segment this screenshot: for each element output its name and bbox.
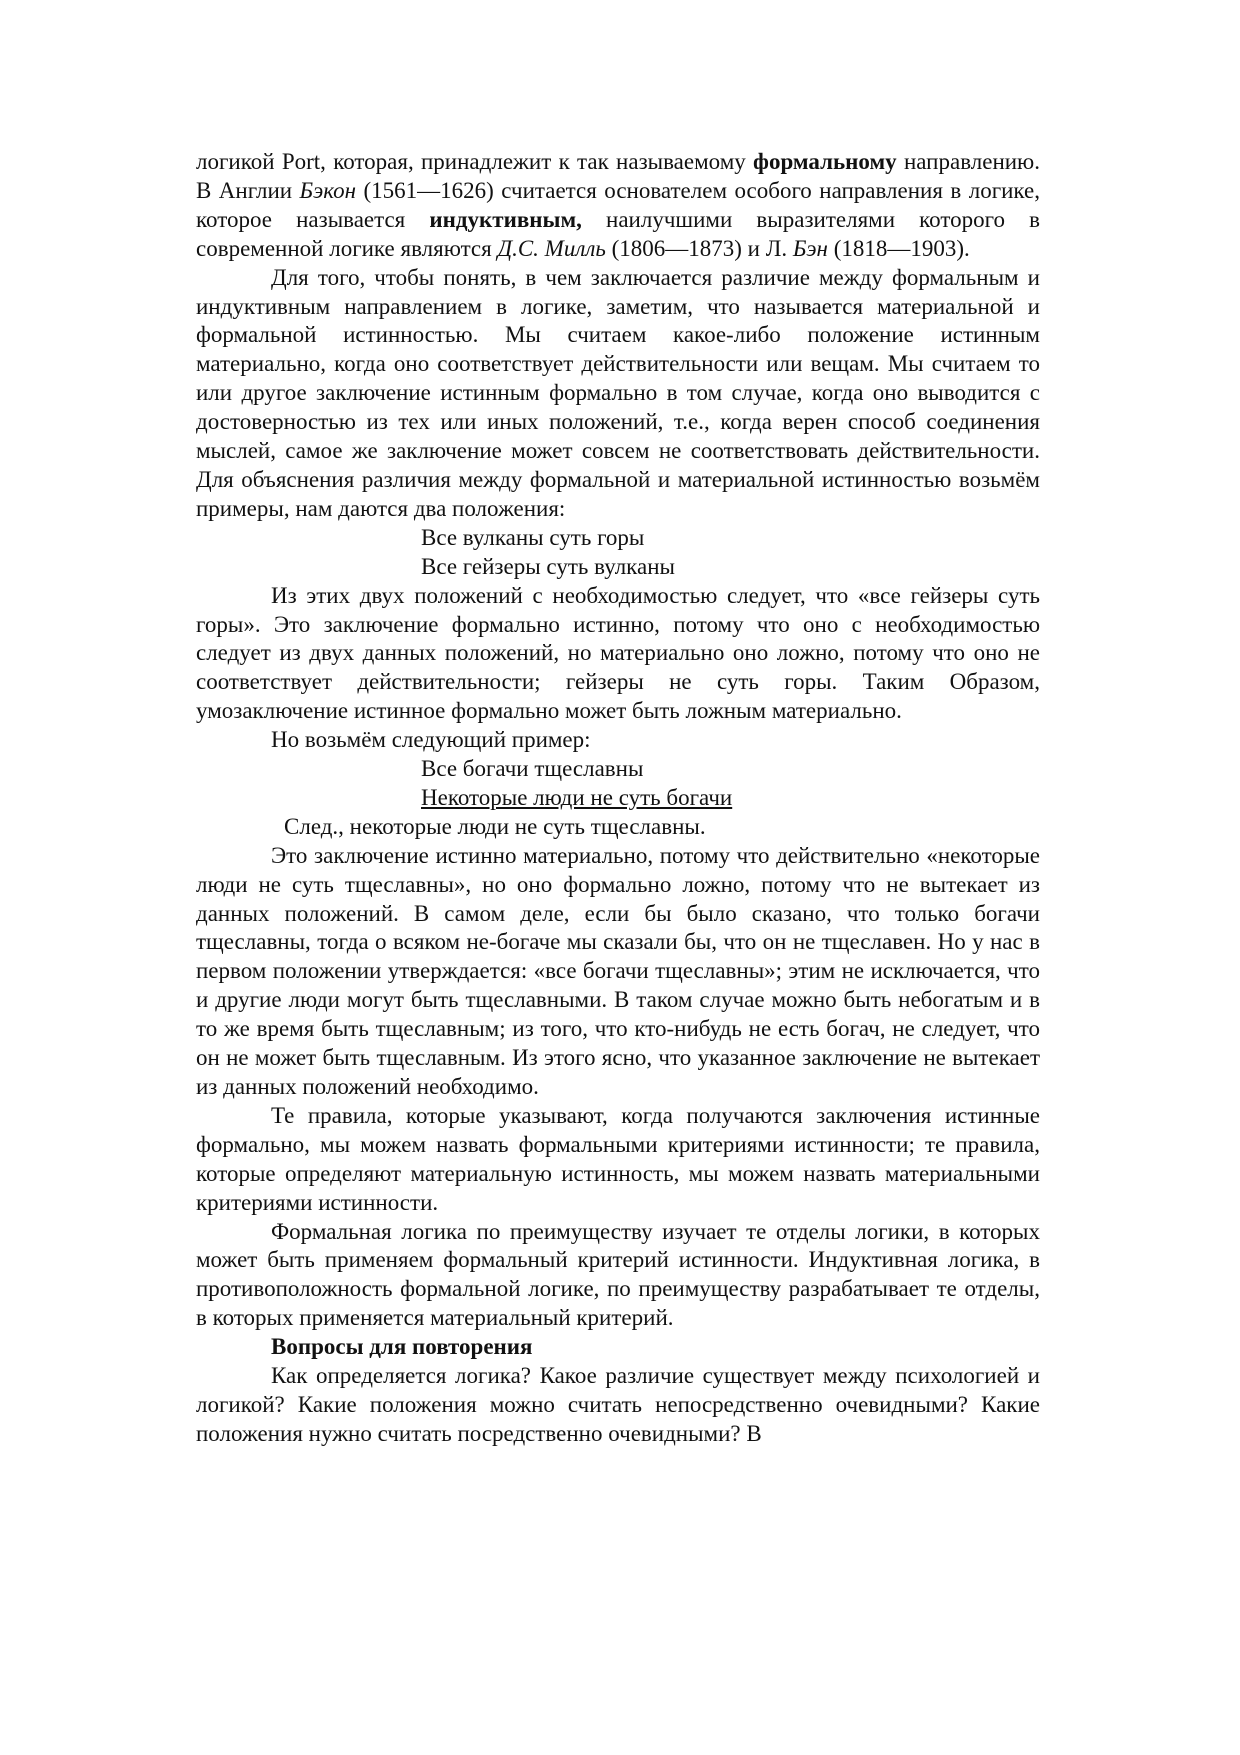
example2-premise2: Некоторые люди не суть богачи bbox=[421, 784, 733, 810]
text-run: наилучшими выразителями которого в современной логике являются bbox=[196, 206, 1040, 261]
name-bain: Бэн bbox=[792, 235, 828, 261]
example1-premise1: Все вулканы суть горы bbox=[421, 524, 645, 550]
paragraph-intro bbox=[196, 148, 1040, 264]
term-inductive: индуктивным, bbox=[429, 206, 582, 232]
paragraph-rich-vain: Это заключение истинно материально, потому что действительно «некоторые люди не суть тщеславны», но оно формально ложно, потому что не вытекает из данных положений. В самом деле, если бы было сказано, что только богачи тщеславны, тогда о всяком не-богаче мы сказали бы, что он не тщеславен. Но у нас в первом положении утверждается: «все богачи тщеславны»; этим не исключается, что и другие люди могут быть тщеславными. В таком случае можно быть небогатым и в то же время быть тщеславным; из того, что кто-нибудь не есть богач, не следует, что он не может быть тщеславным. Из этого ясно, что указанное заключение не вытекает из данных положений необходимо. bbox=[196, 842, 1040, 1099]
paragraph-criteria: Те правила, которые указывают, когда получаются заключения истинные формально, мы можем назвать формальными критериями истинности; те правила, которые определяют материальную истинность, мы можем назвать материальными критериями истинности. bbox=[196, 1102, 1040, 1215]
example2-premise1: Все богачи тщеславны bbox=[421, 756, 644, 782]
paragraph-questions: Как определяется логика? Какое различие существует между психологией и логикой? Какие положения можно считать непосредственно очевидными? Какие положения нужно считать посредственно очевидными? В bbox=[196, 1363, 1040, 1446]
name-mill: Д.С. Милль bbox=[497, 235, 606, 261]
term-formal: формальному bbox=[753, 149, 897, 174]
paragraph-material-formal-truth: Для того, чтобы понять, в чем заключается различие между формальным и индуктивным направлением в логике, заметим, что называется материальной и формальной истинностью. Мы считаем какое-либо положение истинным материально, когда оно соответствует действительности или вещам. Мы считаем то или другое заключение истинным формально в том случае, когда оно выводится с достоверностью из тех или иных положений, т.е., когда верен способ соединения мыслей, самое же заключение может совсем не соответствовать действительности. Для объяснения различия между формальной и материальной истинностью возьмём примеры, нам даются два положения: bbox=[196, 264, 1040, 521]
example1-premise2: Все гейзеры суть вулканы bbox=[421, 553, 675, 579]
example2-premise2-wrapper bbox=[196, 784, 1040, 813]
text-run: (1806—1873) и Л. bbox=[605, 235, 793, 261]
paragraph-next-example: Но возьмём следующий пример: bbox=[271, 727, 591, 753]
document-page bbox=[196, 148, 1040, 1449]
text-run: логикой Port, которая, принадлежит к так называемому bbox=[196, 149, 754, 174]
text-run: (1818—1903). bbox=[827, 235, 970, 261]
section-heading: Вопросы для повторения bbox=[271, 1334, 533, 1360]
text-run: (1561—1626) считается основателем особого направления в логике, которое называется bbox=[196, 177, 1040, 232]
text-run: направлению. В Англии bbox=[196, 149, 1040, 203]
name-bacon: Бэкон bbox=[299, 177, 357, 203]
paragraph-geysers: Из этих двух положений с необходимостью следует, что «все гейзеры суть горы». Это заключение формально истинно, потому что оно с необходимостью следует из двух данных положений, но материально оно ложно, потому что оно не соответствует действительности; гейзеры не суть горы. Таким Образом, умозаключение истинное формально может быть ложным материально. bbox=[196, 582, 1040, 724]
paragraph-formal-vs-inductive: Формальная логика по преимуществу изучает те отделы логики, в которых может быть применяем формальный критерий истинности. Индуктивная логика, в противоположность формальной логике, по преимуществу разрабатывает те отделы, в которых применяется материальный критерий. bbox=[196, 1218, 1040, 1331]
example2-conclusion: След., некоторые люди не суть тщеславны. bbox=[284, 813, 706, 839]
